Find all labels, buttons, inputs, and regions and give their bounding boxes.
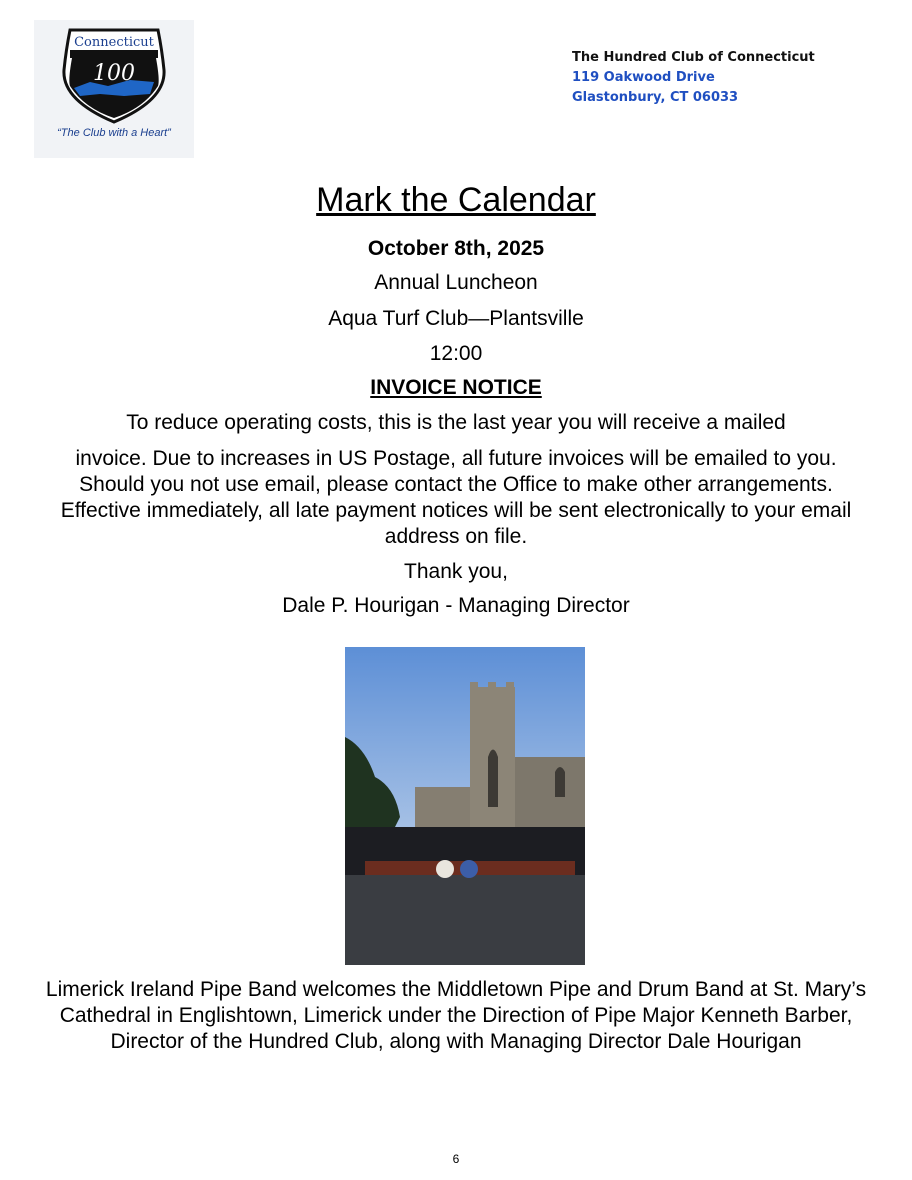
event-time: 12:00 [429, 342, 483, 365]
club-logo [34, 20, 194, 158]
org-city: Glastonbury, CT 06033 [572, 90, 739, 105]
closing-thanks: Thank you, [404, 560, 508, 583]
shield-emblem [34, 20, 194, 130]
org-address-block [572, 48, 815, 108]
page-number: 6 [452, 1152, 460, 1166]
invoice-notice-heading: INVOICE NOTICE [370, 376, 542, 399]
photo-caption: Limerick Ireland Pipe Band welcomes the Middletown Pipe and Drum Band at St. Mary’s Cathedral in Englishtown, Limerick under the Direction of Pipe Major Kenneth Barber, Director of the Hundred Club, along with Managing Director Dale Hourigan [45, 978, 867, 1053]
notice-paragraph-1: To reduce operating costs, this is the last year you will receive a mailed [126, 411, 786, 434]
pipe-band-photo [345, 647, 585, 965]
event-date: October 8th, 2025 [367, 237, 545, 260]
org-name: The Hundred Club of Connecticut [572, 50, 815, 65]
notice-paragraph-2: invoice. Due to increases in US Postage, all future invoices will be emailed to you. Should you not use email, please contact the Office to make other arrangements. Effective immediately, all late payment notices will be sent electronically to your email address on file. [60, 447, 852, 548]
logo-tagline: “The Club with a Heart” [57, 127, 171, 139]
svg-text:100: 100 [93, 61, 135, 86]
event-name: Annual Luncheon [374, 271, 538, 294]
signature: Dale P. Hourigan - Managing Director [282, 594, 630, 617]
event-venue: Aqua Turf Club—Plantsville [328, 307, 584, 330]
page-title: Mark the Calendar [316, 181, 596, 219]
svg-text:Connecticut: Connecticut [74, 35, 154, 50]
org-street: 119 Oakwood Drive [572, 70, 715, 85]
